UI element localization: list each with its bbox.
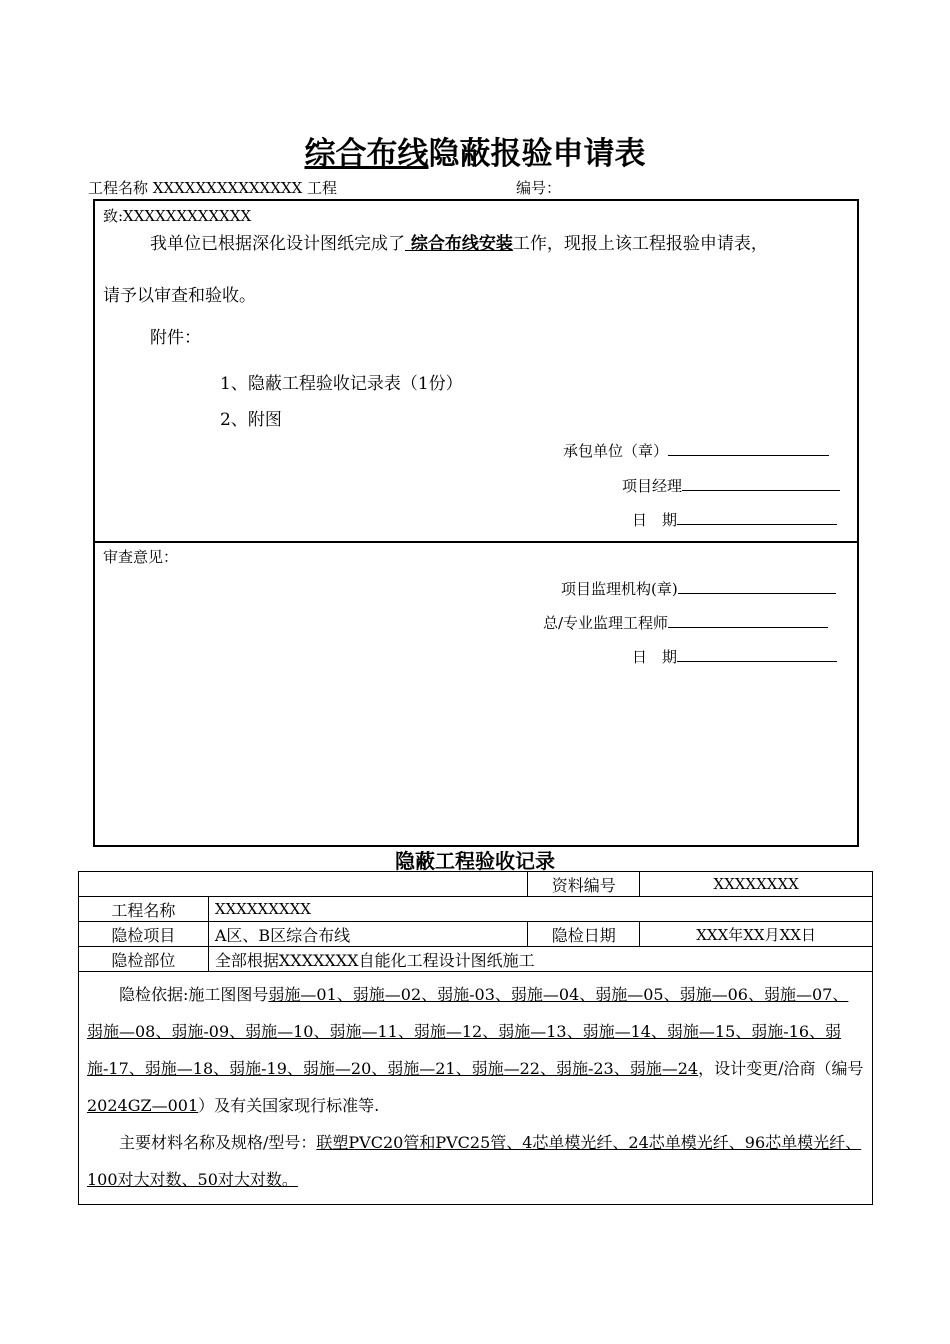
supervisor-org-line xyxy=(678,579,836,594)
record-table xyxy=(78,871,873,1205)
application-body xyxy=(150,229,768,254)
attachments-label: 附件： xyxy=(150,328,201,348)
table-row xyxy=(79,872,873,897)
supervisor-org-sign xyxy=(561,578,836,599)
materials-value: 联塑PVC20管和PVC25管、4芯单模光纤、24芯单模光纤、96芯单模光纤、100对大对数、50对大对数。 xyxy=(87,1133,862,1189)
contractor-label: 承包单位（章） xyxy=(563,442,669,460)
manager-sign-line xyxy=(682,476,840,491)
attachment-1: 1、隐蔽工程验收记录表（1份） xyxy=(220,374,463,394)
number-label: 编号： xyxy=(516,179,562,197)
part-label: 隐检部位 xyxy=(79,947,209,972)
title-rest: 隐蔽报验申请表 xyxy=(428,136,646,172)
supervisor-org-label: 项目监理机构(章) xyxy=(561,580,678,598)
basis-drawings: 弱施—01、弱施—02、弱施-03、弱施—04、弱施—05、弱施—06、弱施—07、弱施—08、弱施-09、弱施—10、弱施—11、弱施—12、弱施—13、弱施—14、弱施—15、弱施-16、弱施-17、弱施—18、弱施-19、弱施—20、弱施—21、弱施—22、弱施-23、弱施—24 xyxy=(87,985,849,1078)
materials-label: 主要材料名称及规格/型号： xyxy=(119,1133,317,1152)
basis-change-no: 2024GZ—001 xyxy=(87,1096,199,1115)
basis-label: 隐检依据:施工图图号 xyxy=(119,985,269,1004)
empty-cell xyxy=(79,872,528,897)
basis-end: ）及有关国家现行标准等. xyxy=(198,1096,380,1115)
item-value: A区、B区综合布线 xyxy=(208,922,528,947)
body-suffix: 工作，现报上该工程报验申请表， xyxy=(512,234,768,254)
contractor-sign xyxy=(563,440,829,461)
part-value: 全部根据XXXXXXX自能化工程设计图纸施工 xyxy=(208,947,872,972)
basis-cell xyxy=(79,972,873,1205)
section-divider xyxy=(95,541,857,543)
body-work: 综合布线安装 xyxy=(405,234,513,254)
attachment-2: 2、附图 xyxy=(220,410,282,430)
table-row xyxy=(79,922,873,947)
basis-paragraph xyxy=(87,976,864,1124)
project-name-header: 工程名称 XXXXXXXXXXXXXX 工程 xyxy=(88,179,338,197)
date-label: 隐检日期 xyxy=(528,922,640,947)
application-body-line2: 请予以审查和验收。 xyxy=(103,286,256,306)
table-row xyxy=(79,947,873,972)
review-date xyxy=(632,646,837,667)
manager-label: 项目经理 xyxy=(622,477,683,495)
review-date-label: 日 期 xyxy=(632,648,678,666)
body-prefix: 我单位已根据深化设计图纸完成了 xyxy=(150,234,405,254)
engineer-sign-line xyxy=(668,613,828,628)
page-title xyxy=(0,128,950,173)
contractor-sign-line xyxy=(668,441,829,456)
review-opinion-label: 审查意见： xyxy=(103,548,179,566)
application-date-label: 日 期 xyxy=(632,511,678,529)
doc-no-label: 资料编号 xyxy=(528,872,640,897)
record-title: 隐蔽工程验收记录 xyxy=(395,849,555,873)
engineer-sign xyxy=(543,612,828,633)
project-name-label: 工程名称 xyxy=(79,897,209,922)
engineer-label: 总/专业监理工程师 xyxy=(543,614,669,632)
review-date-line xyxy=(677,647,837,662)
table-row xyxy=(79,972,873,1205)
application-date xyxy=(632,509,837,530)
item-label: 隐检项目 xyxy=(79,922,209,947)
date-value: XXX年XX月XX日 xyxy=(640,922,873,947)
manager-sign xyxy=(622,475,840,496)
application-date-line xyxy=(677,510,837,525)
basis-change: ，设计变更/洽商（编号 xyxy=(698,1059,864,1078)
table-row xyxy=(79,897,873,922)
addressee: 致:XXXXXXXXXXXX xyxy=(103,207,252,225)
title-underlined: 综合布线 xyxy=(304,136,429,172)
project-name-value: XXXXXXXXX xyxy=(208,897,872,922)
doc-no-value: XXXXXXXX xyxy=(640,872,873,897)
materials-paragraph xyxy=(87,1124,864,1198)
